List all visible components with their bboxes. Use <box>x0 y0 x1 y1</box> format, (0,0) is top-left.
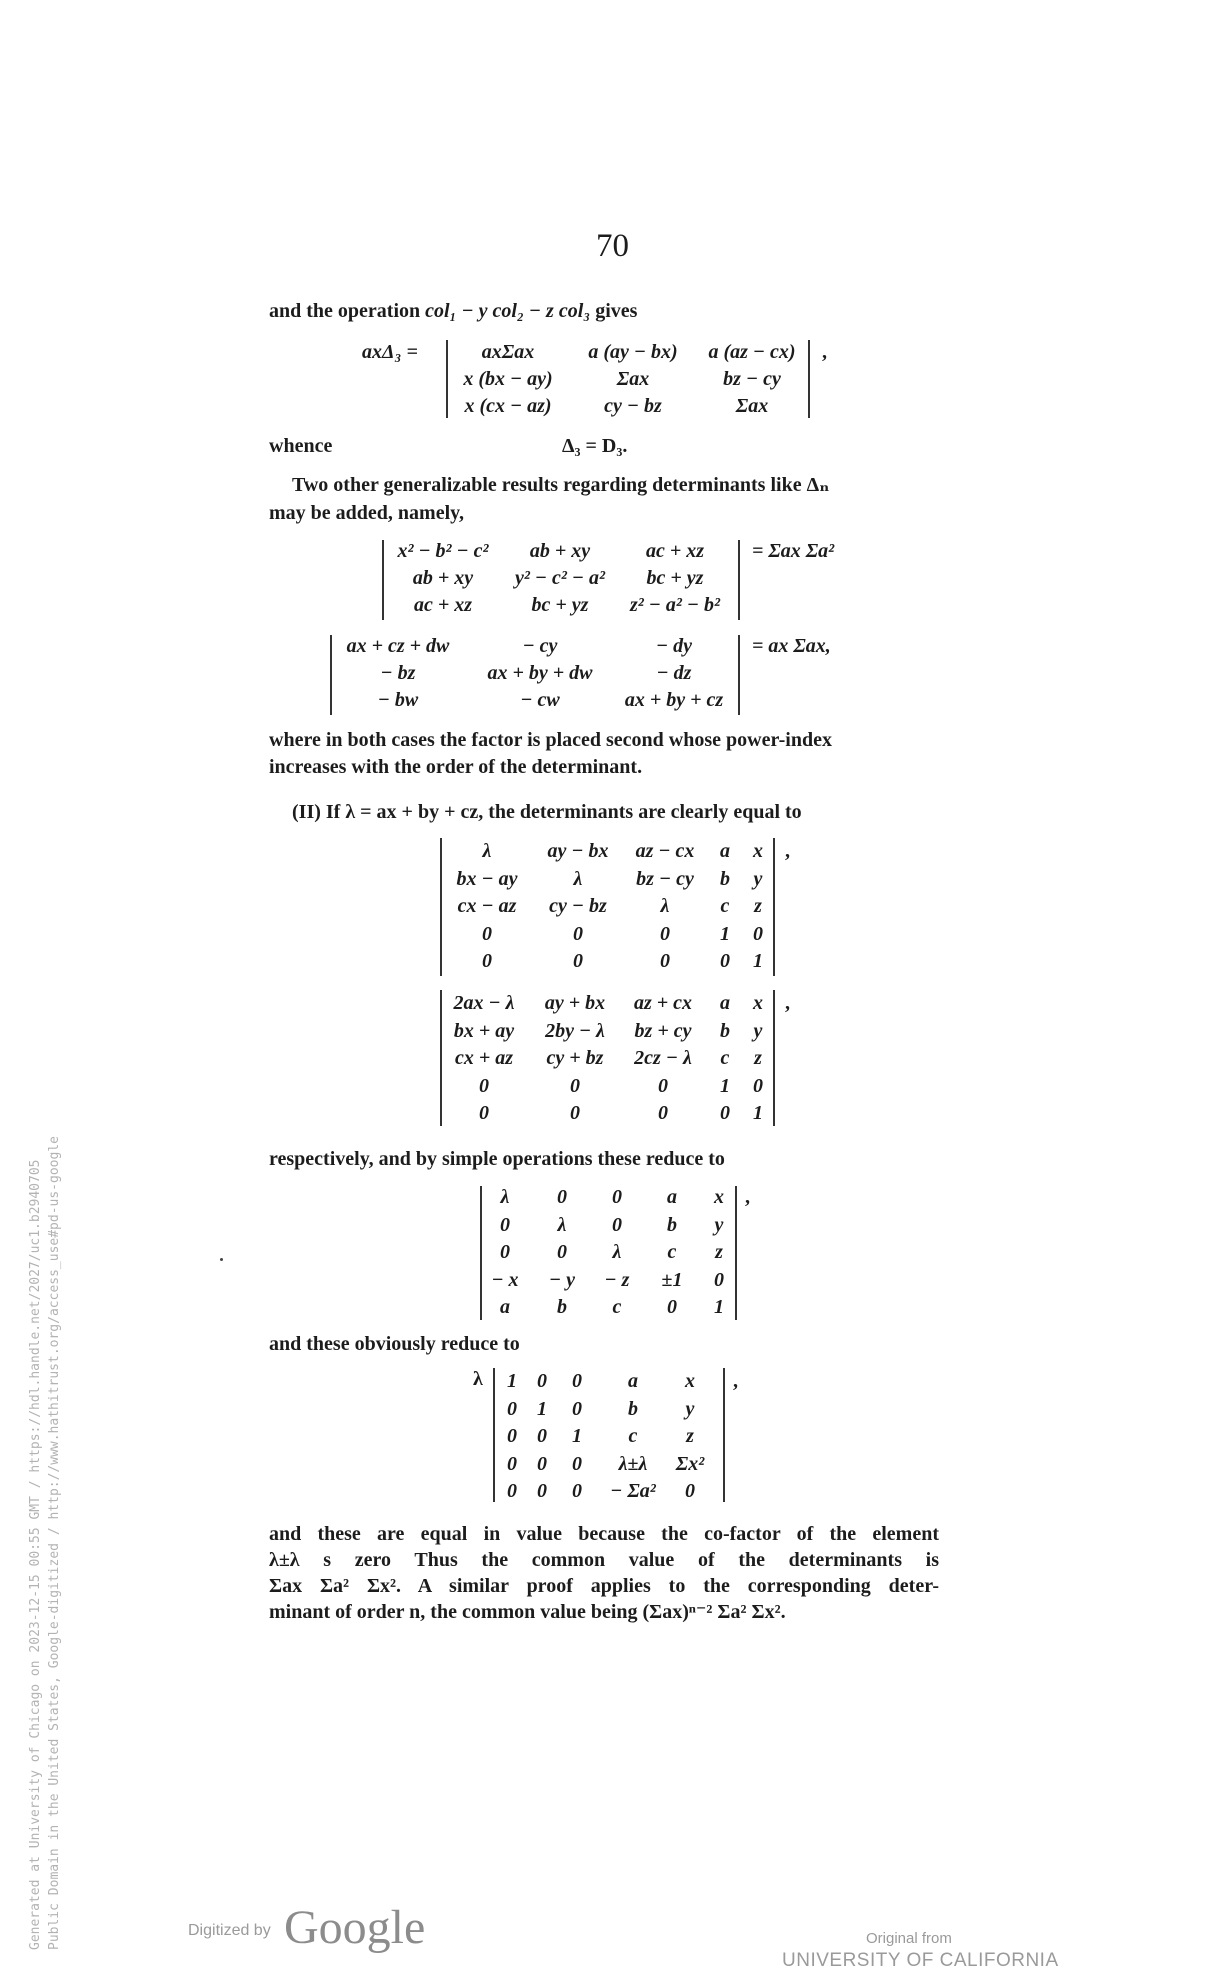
det6-cell: 0 <box>612 1213 622 1236</box>
det7-cell: 0 <box>685 1480 695 1502</box>
det7-cell: 0 <box>572 1397 582 1420</box>
det7-cell: a <box>628 1370 638 1392</box>
det7-cell: 0 <box>537 1370 547 1392</box>
operation-prefix: and the operation <box>269 300 426 322</box>
det6-cell: 0 <box>612 1186 622 1208</box>
det1-cell: bz − cy <box>723 368 781 390</box>
det6-cell: z <box>715 1241 723 1263</box>
det1-cell: Σax <box>616 368 650 390</box>
det2-cell: ab + xy <box>412 567 474 589</box>
det6-cell: 1 <box>714 1296 724 1318</box>
det5-cell: bz + cy <box>634 1019 692 1042</box>
det4-cell: 0 <box>482 950 492 972</box>
det1-cell: x (cx − az) <box>464 395 552 417</box>
det4-right-bar <box>773 838 775 976</box>
det4-cell: az − cx <box>635 840 695 862</box>
det7-cell: 0 <box>507 1425 517 1447</box>
det5-cell: az + cx <box>633 992 693 1014</box>
det3-cell: − cy <box>522 635 558 657</box>
det6-cell: b <box>667 1213 677 1236</box>
det4-cell: 0 <box>753 922 763 945</box>
det6-cell: x <box>714 1186 724 1208</box>
det5-cell: y <box>753 1019 763 1042</box>
det7-cell: 0 <box>537 1452 547 1475</box>
det5-cell: 2ax − λ <box>453 992 515 1014</box>
det4-cell: bx − ay <box>456 867 518 890</box>
det7-cell: 0 <box>572 1452 582 1475</box>
det6-cell: − x <box>491 1268 519 1291</box>
det6-cell: 0 <box>667 1296 677 1318</box>
det4-cell: λ <box>482 840 492 862</box>
det7-cell: 1 <box>572 1425 582 1447</box>
sidebar-line2: Public Domain in the United States, Google-digitized / http://www.hathitrust.org/access_use#pd-us-google <box>47 1136 62 1950</box>
para6-line1: and these are equal in value because the co-factor of the element <box>269 1523 939 1545</box>
det2-cell: x² − b² − c² <box>397 540 489 562</box>
det7-left-bar <box>493 1368 495 1502</box>
det5-cell: cx + az <box>454 1047 514 1069</box>
det4-cell: 1 <box>753 950 763 972</box>
det7-cell: − Σa² <box>610 1480 656 1502</box>
det3-cell: − cw <box>520 689 560 711</box>
det4-cell: 0 <box>720 950 730 972</box>
det7-right-bar <box>723 1368 725 1502</box>
det7-cell: λ±λ <box>618 1452 648 1475</box>
para2-line2: increases with the order of the determinant. <box>269 756 643 778</box>
det1-cell: a (ay − bx) <box>588 341 678 363</box>
det4-cell: y <box>753 867 763 890</box>
operation-line <box>269 298 637 324</box>
det3-rhs: = ax Σax, <box>752 635 831 657</box>
det2-cell: y² − c² − a² <box>515 567 605 589</box>
original-from-text: Original from <box>866 1930 952 1947</box>
det4-cell: x <box>753 840 763 862</box>
det5-cell: 0 <box>658 1074 668 1097</box>
det6-cell: a <box>500 1296 510 1318</box>
page-number: 70 <box>596 228 629 264</box>
det5-cell: a <box>720 992 730 1014</box>
det6-cell: − z <box>604 1268 630 1291</box>
para6-line4: minant of order n, the common value being (Σax)ⁿ⁻² Σa² Σx². <box>269 1601 786 1623</box>
det5-cell: 2cz − λ <box>634 1047 692 1069</box>
para1-line2: may be added, namely, <box>269 502 465 524</box>
det1-cell: cy − bz <box>604 395 662 417</box>
det7-cell: 0 <box>537 1425 547 1447</box>
det6-cell: c <box>667 1241 677 1263</box>
det6-right-bar <box>735 1186 737 1320</box>
det7-cell: 0 <box>572 1370 582 1392</box>
det3-cell: ax + cz + dw <box>346 635 450 657</box>
det7-cell: x <box>685 1370 695 1392</box>
sidebar-line1: Generated at University of Chicago on 2023-12-15 00:55 GMT / https://hdl.handle.net/2027/uc1.b2940705 <box>28 1159 43 1950</box>
det4-cell: z <box>754 895 762 917</box>
det6-cell: − y <box>549 1268 575 1291</box>
stray-dot <box>220 1258 223 1261</box>
det6-cell: 0 <box>500 1213 510 1236</box>
det6-comma: , <box>745 1186 750 1208</box>
det5-cell: 0 <box>753 1074 763 1097</box>
det7-cell: z <box>686 1425 694 1447</box>
operation-math: col₁ − y col₂ − z col₃ <box>425 300 591 322</box>
det7-cell: 0 <box>507 1480 517 1502</box>
det2-cell: ab + xy <box>529 540 591 562</box>
det6-left-bar <box>480 1186 482 1320</box>
det4-cell: ay − bx <box>547 840 609 862</box>
det5-cell: 0 <box>570 1102 580 1124</box>
det6-cell: 0 <box>714 1268 724 1291</box>
det4-cell: b <box>720 867 730 890</box>
det1-left-bar <box>446 340 448 418</box>
det4-cell: cy − bz <box>549 895 607 917</box>
det1-cell: x (bx − ay) <box>463 368 553 390</box>
det5-cell: z <box>754 1047 762 1069</box>
det4-cell: 0 <box>660 950 670 972</box>
det5-cell: ay + bx <box>544 992 606 1014</box>
det2-rhs: = Σax Σa² <box>752 540 835 562</box>
det7-cell: 0 <box>507 1452 517 1475</box>
det7-cell: y <box>685 1397 695 1420</box>
det7-cell: b <box>628 1397 638 1420</box>
det5-cell: 0 <box>658 1102 668 1124</box>
det6-cell: λ <box>557 1213 567 1236</box>
det6-cell: c <box>612 1296 622 1318</box>
para6-line2: λ±λ s zero Thus the common value of the determinants is <box>269 1549 939 1571</box>
det5-cell: 2by − λ <box>545 1019 605 1042</box>
det4-cell: 1 <box>720 922 730 945</box>
det4-cell: bz − cy <box>636 867 694 890</box>
sidebar-watermark <box>26 1136 64 1950</box>
det3-cell: − dz <box>656 662 692 684</box>
whence-equation: Δ₃ = D₃. <box>562 435 628 457</box>
det6-cell: 0 <box>557 1241 567 1263</box>
det5-cell: 0 <box>720 1102 730 1124</box>
det7-comma: , <box>733 1370 738 1392</box>
para6-line3: Σax Σa² Σx². A similar proof applies to the corresponding deter- <box>269 1575 939 1597</box>
det5-cell: 0 <box>570 1074 580 1097</box>
det6-cell: y <box>714 1213 724 1236</box>
det4-cell: λ <box>573 867 583 890</box>
det2-cell: z² − a² − b² <box>629 594 721 616</box>
det6-cell: λ <box>612 1241 622 1263</box>
det6-cell: a <box>667 1186 677 1208</box>
det5-cell: 0 <box>479 1102 489 1124</box>
det4-left-bar <box>440 838 442 976</box>
det7-cell: Σx² <box>675 1452 705 1475</box>
det2-cell: ac + xz <box>413 594 473 616</box>
det5-right-bar <box>773 990 775 1126</box>
det5-cell: 0 <box>479 1074 489 1097</box>
det1-cell: a (az − cx) <box>708 341 796 363</box>
det2-left-bar <box>382 540 384 620</box>
det6-cell: 0 <box>500 1241 510 1263</box>
det5-cell: 1 <box>720 1074 730 1097</box>
det5-cell: c <box>720 1047 730 1069</box>
para4-line: respectively, and by simple operations these reduce to <box>269 1148 725 1170</box>
det4-cell: 0 <box>573 922 583 945</box>
university-text: UNIVERSITY OF CALIFORNIA <box>782 1950 1059 1971</box>
det4-cell: 0 <box>573 950 583 972</box>
det3-cell: − bz <box>380 662 416 684</box>
det5-cell: 1 <box>753 1102 763 1124</box>
det2-right-bar <box>738 540 740 620</box>
para5-line: and these obviously reduce to <box>269 1333 520 1355</box>
det7-prefix: λ <box>473 1368 483 1390</box>
det3-cell: − dy <box>656 635 692 657</box>
det7-cell: 0 <box>507 1397 517 1420</box>
para2-line1: where in both cases the factor is placed second whose power-index <box>269 729 832 751</box>
det5-cell: x <box>753 992 763 1014</box>
det3-left-bar <box>330 635 332 715</box>
det7-cell: 1 <box>537 1397 547 1420</box>
det3-cell: ax + by + cz <box>624 689 724 711</box>
det4-cell: 0 <box>482 922 492 945</box>
det4-cell: λ <box>660 895 670 917</box>
det6-cell: ±1 <box>661 1268 683 1291</box>
det5-comma: , <box>785 992 790 1014</box>
para3-line: (II) If λ = ax + by + cz, the determinants are clearly equal to <box>292 801 802 823</box>
det4-cell: cx − az <box>457 895 517 917</box>
det2-cell: bc + yz <box>531 594 589 616</box>
det1-comma: , <box>822 341 827 363</box>
det1-cell: Σax <box>735 395 769 417</box>
det5-left-bar <box>440 990 442 1126</box>
digitized-by-text: Digitized by <box>188 1922 271 1939</box>
det6-cell: λ <box>500 1186 510 1208</box>
det4-comma: , <box>785 840 790 862</box>
det4-cell: a <box>720 840 730 862</box>
det7-cell: 1 <box>507 1370 517 1392</box>
det7-cell: 0 <box>537 1480 547 1502</box>
operation-suffix: gives <box>590 300 638 322</box>
det6-cell: 0 <box>557 1186 567 1208</box>
det5-cell: b <box>720 1019 730 1042</box>
whence-word: whence <box>269 435 333 457</box>
det1-label: axΔ₃ = <box>362 341 418 363</box>
google-logo: Google <box>284 1901 426 1954</box>
para1-line1: Two other generalizable results regarding determinants like Δₙ <box>292 474 830 496</box>
det5-cell: bx + ay <box>453 1019 515 1042</box>
det1-cell: axΣax <box>481 341 535 363</box>
det3-right-bar <box>738 635 740 715</box>
det4-cell: 0 <box>660 922 670 945</box>
det6-cell: b <box>557 1296 567 1318</box>
det1-right-bar <box>808 340 810 418</box>
det5-cell: cy + bz <box>546 1047 604 1069</box>
det7-cell: c <box>628 1425 638 1447</box>
det3-cell: − bw <box>377 689 419 711</box>
det2-cell: ac + xz <box>645 540 705 562</box>
det7-cell: 0 <box>572 1480 582 1502</box>
det2-cell: bc + yz <box>646 567 704 589</box>
det3-cell: ax + by + dw <box>487 662 593 684</box>
det4-cell: c <box>720 895 730 917</box>
